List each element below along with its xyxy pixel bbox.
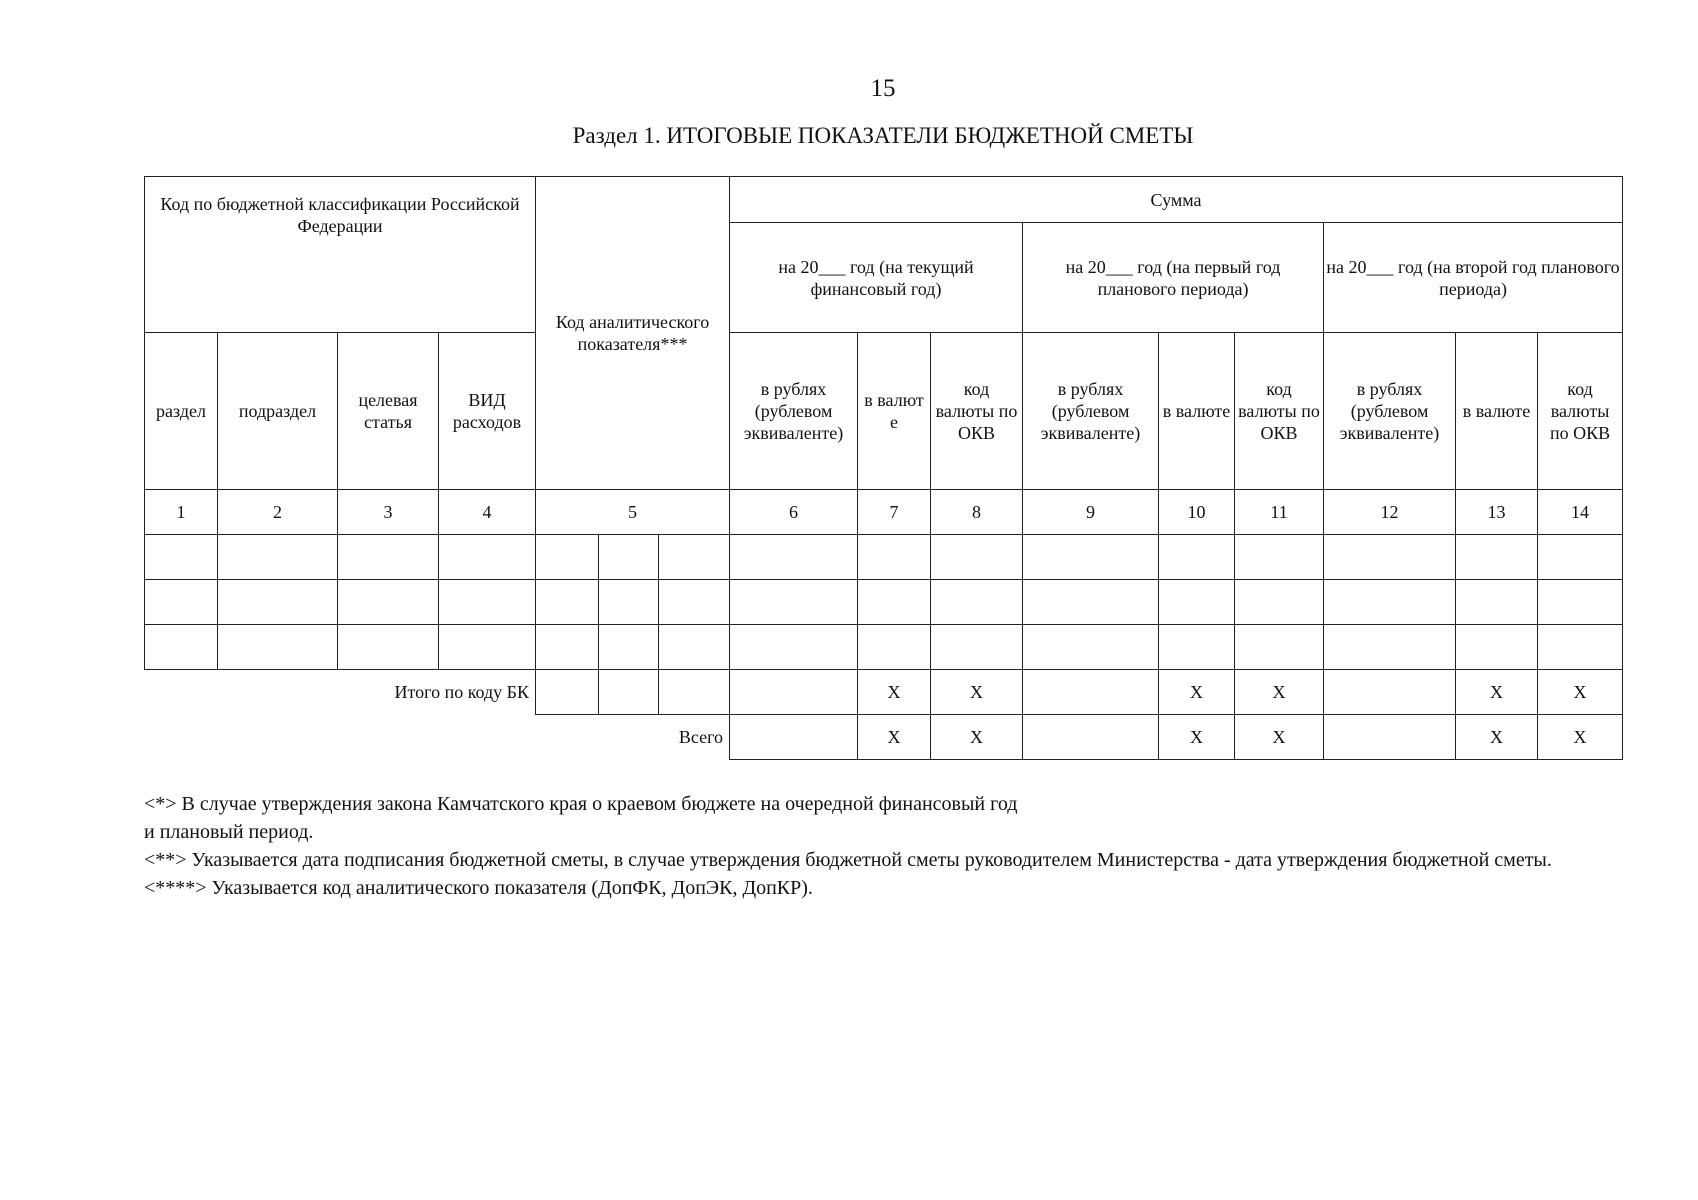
empty-cell bbox=[439, 579, 536, 624]
column-number: 11 bbox=[1235, 489, 1324, 534]
section-title: Раздел 1. ИТОГОВЫЕ ПОКАЗАТЕЛИ БЮДЖЕТНОЙ СМЕТЫ bbox=[572, 123, 1194, 148]
x-mark: X bbox=[1456, 714, 1538, 759]
sum-header: Сумма bbox=[730, 177, 1623, 223]
empty-cell bbox=[599, 669, 659, 714]
column-number: 5 bbox=[536, 489, 730, 534]
x-mark: X bbox=[1538, 669, 1623, 714]
empty-cell bbox=[599, 579, 659, 624]
empty-cell bbox=[858, 534, 931, 579]
empty-cell bbox=[858, 624, 931, 669]
x-mark: X bbox=[931, 669, 1023, 714]
empty-cell bbox=[536, 624, 599, 669]
empty-cell bbox=[730, 624, 858, 669]
empty-cell bbox=[338, 624, 439, 669]
col-p3-currency-header: в валюте bbox=[1456, 333, 1538, 489]
empty-cell bbox=[1235, 624, 1324, 669]
empty-cell bbox=[1023, 714, 1159, 759]
empty-cell bbox=[1159, 534, 1235, 579]
footnotes bbox=[144, 790, 1622, 902]
empty-cell bbox=[338, 534, 439, 579]
empty-cell bbox=[1159, 579, 1235, 624]
table-row bbox=[145, 624, 1623, 669]
x-mark: X bbox=[858, 714, 931, 759]
period-first-plan-header: на 20___ год (на первый год планового периода) bbox=[1023, 223, 1324, 333]
empty-cell bbox=[338, 579, 439, 624]
empty-cell bbox=[536, 669, 599, 714]
empty-cell bbox=[218, 624, 338, 669]
period-second-plan-header: на 20___ год (на второй год планового периода) bbox=[1324, 223, 1623, 333]
col-razdel-header: раздел bbox=[145, 333, 218, 489]
empty-cell bbox=[730, 669, 858, 714]
column-number: 9 bbox=[1023, 489, 1159, 534]
column-number: 4 bbox=[439, 489, 536, 534]
column-number: 3 bbox=[338, 489, 439, 534]
vsego-label: Всего bbox=[145, 714, 730, 759]
empty-cell bbox=[858, 579, 931, 624]
col-podrazdel-header: подраздел bbox=[218, 333, 338, 489]
column-number: 2 bbox=[218, 489, 338, 534]
empty-cell bbox=[1159, 624, 1235, 669]
vsego-row bbox=[145, 714, 1623, 759]
empty-cell bbox=[730, 714, 858, 759]
empty-cell bbox=[145, 624, 218, 669]
empty-cell bbox=[536, 534, 599, 579]
empty-cell bbox=[1235, 534, 1324, 579]
empty-cell bbox=[439, 624, 536, 669]
col-celevaya-statya-header: целевая статья bbox=[338, 333, 439, 489]
empty-cell bbox=[536, 579, 599, 624]
itogo-label: Итого по коду БК bbox=[145, 669, 536, 714]
budget-estimate-table bbox=[144, 176, 1623, 760]
analytic-code-header: Код аналитического показателя*** bbox=[536, 177, 730, 490]
empty-cell bbox=[1538, 624, 1623, 669]
empty-cell bbox=[1324, 624, 1456, 669]
table-row bbox=[145, 579, 1623, 624]
empty-cell bbox=[659, 669, 730, 714]
empty-cell bbox=[1456, 534, 1538, 579]
col-p3-okv-header: код валюты по ОКВ bbox=[1538, 333, 1623, 489]
col-p2-currency-header: в валюте bbox=[1159, 333, 1235, 489]
empty-cell bbox=[145, 534, 218, 579]
empty-cell bbox=[659, 534, 730, 579]
empty-cell bbox=[439, 534, 536, 579]
empty-cell bbox=[730, 534, 858, 579]
x-mark: X bbox=[858, 669, 931, 714]
col-p1-okv-header: код валюты по ОКВ bbox=[931, 333, 1023, 489]
empty-cell bbox=[1023, 669, 1159, 714]
column-number: 12 bbox=[1324, 489, 1456, 534]
x-mark: X bbox=[1456, 669, 1538, 714]
empty-cell bbox=[1023, 579, 1159, 624]
period-current-header: на 20___ год (на текущий финансовый год) bbox=[730, 223, 1023, 333]
x-mark: X bbox=[1159, 669, 1235, 714]
empty-cell bbox=[659, 579, 730, 624]
empty-cell bbox=[1324, 534, 1456, 579]
x-mark: X bbox=[1538, 714, 1623, 759]
empty-cell bbox=[145, 579, 218, 624]
kbk-header: Код по бюджетной классификации Российской Федерации bbox=[145, 177, 536, 333]
empty-cell bbox=[1235, 579, 1324, 624]
col-p2-okv-header: код валюты по ОКВ bbox=[1235, 333, 1324, 489]
empty-cell bbox=[931, 579, 1023, 624]
col-p3-rub-header: в рублях (рублевом эквиваленте) bbox=[1324, 333, 1456, 489]
empty-cell bbox=[1538, 579, 1623, 624]
empty-cell bbox=[931, 534, 1023, 579]
empty-cell bbox=[1324, 579, 1456, 624]
footnote: <****> Указывается код аналитического показателя (ДопФК, ДопЭК, ДопКР). bbox=[144, 877, 813, 899]
itogo-row bbox=[145, 669, 1623, 714]
col-p2-rub-header: в рублях (рублевом эквиваленте) bbox=[1023, 333, 1159, 489]
empty-cell bbox=[1538, 534, 1623, 579]
column-number: 10 bbox=[1159, 489, 1235, 534]
column-number: 6 bbox=[730, 489, 858, 534]
x-mark: X bbox=[1159, 714, 1235, 759]
empty-cell bbox=[931, 624, 1023, 669]
column-number: 7 bbox=[858, 489, 931, 534]
empty-cell bbox=[218, 579, 338, 624]
empty-cell bbox=[218, 534, 338, 579]
footnote: <**> Указывается дата подписания бюджетной сметы, в случае утверждения бюджетной сметы руководителем Министерства - дата утверждения бюджетной сметы. bbox=[144, 849, 1552, 871]
empty-cell bbox=[730, 579, 858, 624]
empty-cell bbox=[599, 624, 659, 669]
column-number: 13 bbox=[1456, 489, 1538, 534]
column-number: 14 bbox=[1538, 489, 1623, 534]
page-number: 15 bbox=[870, 75, 896, 102]
col-vid-rashodov-header: ВИД расходов bbox=[439, 333, 536, 489]
x-mark: X bbox=[931, 714, 1023, 759]
footnote: и плановый период. bbox=[144, 821, 314, 843]
empty-cell bbox=[1324, 669, 1456, 714]
empty-cell bbox=[1456, 624, 1538, 669]
empty-cell bbox=[1456, 579, 1538, 624]
col-p1-currency-header: в валют е bbox=[858, 333, 931, 489]
col-p1-rub-header: в рублях (рублевом эквиваленте) bbox=[730, 333, 858, 489]
empty-cell bbox=[659, 624, 730, 669]
column-number: 8 bbox=[931, 489, 1023, 534]
footnote: <*> В случае утверждения закона Камчатского края о краевом бюджете на очередной финансовый год bbox=[144, 793, 1018, 815]
column-number: 1 bbox=[145, 489, 218, 534]
x-mark: X bbox=[1235, 669, 1324, 714]
empty-cell bbox=[1023, 624, 1159, 669]
empty-cell bbox=[1324, 714, 1456, 759]
table-row bbox=[145, 534, 1623, 579]
empty-cell bbox=[599, 534, 659, 579]
empty-cell bbox=[1023, 534, 1159, 579]
x-mark: X bbox=[1235, 714, 1324, 759]
